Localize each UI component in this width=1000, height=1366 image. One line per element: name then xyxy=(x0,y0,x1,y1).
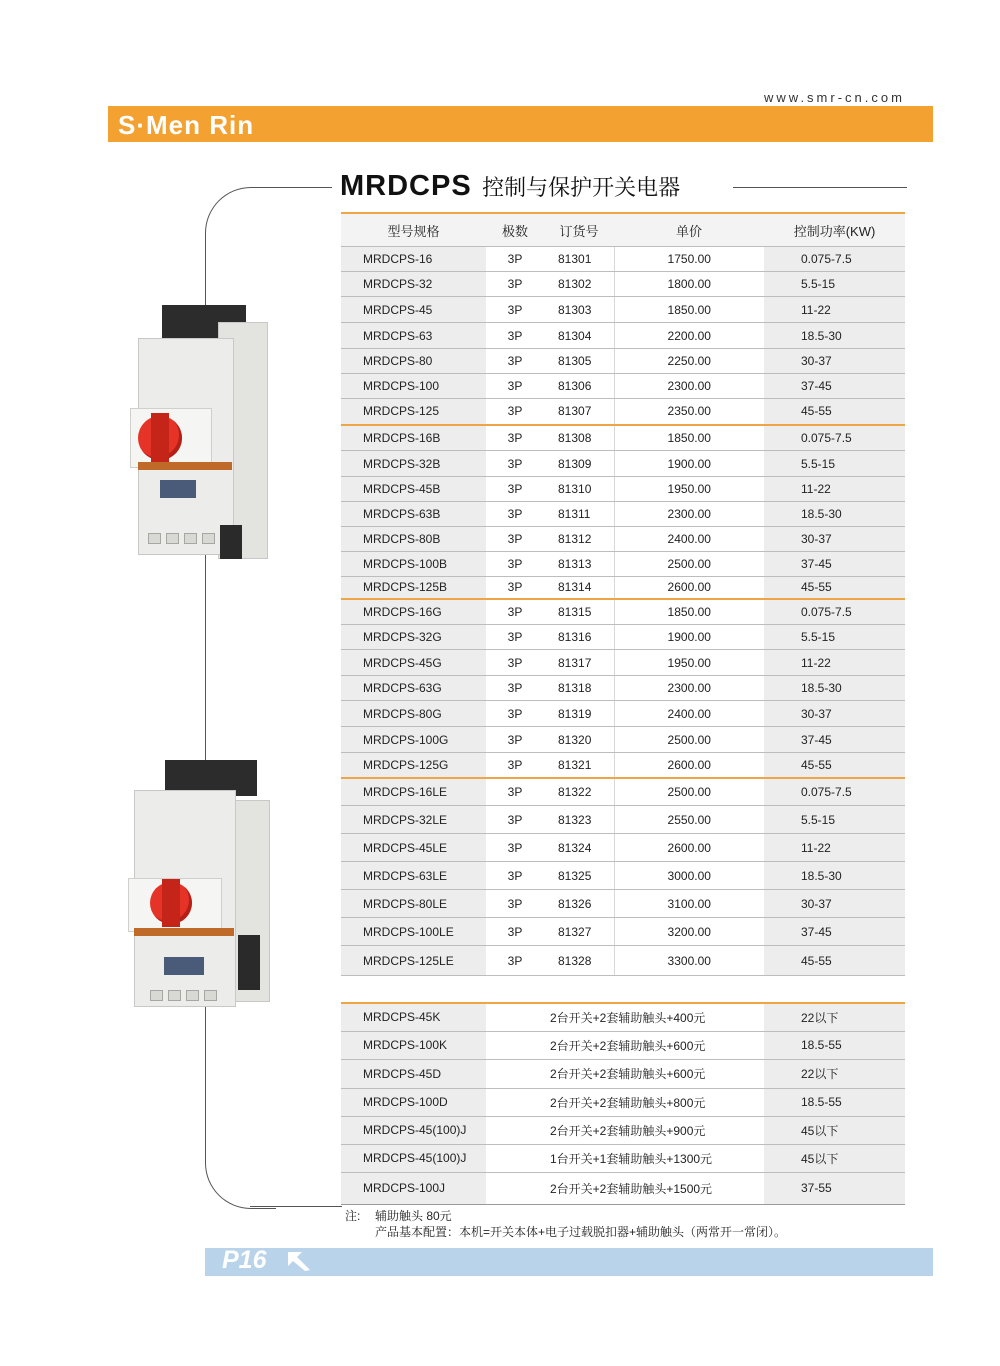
column-header: 控制功率(KW) xyxy=(764,213,905,247)
control-button xyxy=(148,533,161,544)
table-row xyxy=(341,247,905,272)
table-cell: MRDCPS-100K xyxy=(341,1031,486,1059)
column-header: 极数 xyxy=(486,213,544,247)
product-image-bottom xyxy=(120,760,280,1010)
table-cell: 2200.00 xyxy=(614,323,764,349)
table-cell: MRDCPS-63G xyxy=(341,676,486,701)
table-cell: 1750.00 xyxy=(614,247,764,272)
table-row xyxy=(341,946,905,976)
table-cell: 81312 xyxy=(544,527,614,552)
table-cell: 1900.00 xyxy=(614,625,764,650)
table-cell: MRDCPS-16 xyxy=(341,247,486,272)
table-row xyxy=(341,477,905,502)
page-number: P16 xyxy=(222,1246,267,1274)
page-title xyxy=(340,170,680,203)
table-cell: MRDCPS-80B xyxy=(341,527,486,552)
table-row xyxy=(341,349,905,374)
table-cell: 3300.00 xyxy=(614,946,764,976)
product-image-top xyxy=(120,300,280,565)
table-cell: 81327 xyxy=(544,918,614,946)
table-cell: 3P xyxy=(486,425,544,451)
table-cell: 2250.00 xyxy=(614,349,764,374)
table-row xyxy=(341,918,905,946)
digital-display xyxy=(160,480,196,498)
table-cell: MRDCPS-100G xyxy=(341,727,486,753)
table-cell: 3P xyxy=(486,834,544,862)
table-cell: MRDCPS-125G xyxy=(341,753,486,778)
control-button xyxy=(204,990,217,1001)
table-cell: 81301 xyxy=(544,247,614,272)
table-cell: MRDCPS-63LE xyxy=(341,862,486,890)
table-row xyxy=(341,650,905,676)
table-header-row xyxy=(341,213,905,247)
table-cell: 3P xyxy=(486,806,544,834)
table-cell: MRDCPS-100J xyxy=(341,1172,486,1204)
table-cell: 1900.00 xyxy=(614,451,764,477)
table-cell: 2台开关+2套辅助触头+400元 xyxy=(486,1003,764,1031)
footer-bar xyxy=(205,1248,933,1276)
table-cell: 45以下 xyxy=(764,1116,905,1144)
table-cell: 1850.00 xyxy=(614,297,764,323)
table-cell: 81328 xyxy=(544,946,614,976)
table-cell: 3P xyxy=(486,399,544,425)
table-cell: 2300.00 xyxy=(614,502,764,527)
table-row xyxy=(341,552,905,577)
table-cell: 81305 xyxy=(544,349,614,374)
table-cell: 1950.00 xyxy=(614,650,764,676)
table-cell: MRDCPS-32B xyxy=(341,451,486,477)
table-cell: 22以下 xyxy=(764,1003,905,1031)
table-cell: 3P xyxy=(486,297,544,323)
table-cell: 81314 xyxy=(544,577,614,599)
title-model: MRDCPS xyxy=(340,170,472,202)
table-cell: 81303 xyxy=(544,297,614,323)
table-cell: 18.5-30 xyxy=(764,862,905,890)
table-cell: 2300.00 xyxy=(614,374,764,399)
table-row xyxy=(341,753,905,778)
brand-name: S·Men Rin xyxy=(118,110,255,140)
table-row xyxy=(341,1116,905,1144)
control-button xyxy=(168,990,181,1001)
table-cell: 18.5-55 xyxy=(764,1031,905,1059)
table-cell: 2300.00 xyxy=(614,676,764,701)
table-row xyxy=(341,1031,905,1059)
table-cell: MRDCPS-63 xyxy=(341,323,486,349)
notes-label: 注: xyxy=(345,1209,361,1223)
table-cell: 45-55 xyxy=(764,946,905,976)
table-cell: 22以下 xyxy=(764,1059,905,1088)
table-cell: 2350.00 xyxy=(614,399,764,425)
table-cell: 3P xyxy=(486,946,544,976)
table-cell: 1850.00 xyxy=(614,425,764,451)
table-row xyxy=(341,625,905,650)
table-cell: 3P xyxy=(486,890,544,918)
table-cell: 81319 xyxy=(544,701,614,727)
table-cell: MRDCPS-45LE xyxy=(341,834,486,862)
table-cell: 5.5-15 xyxy=(764,806,905,834)
table-cell: 2台开关+2套辅助触头+800元 xyxy=(486,1088,764,1116)
table-row xyxy=(341,599,905,625)
table-cell: 2550.00 xyxy=(614,806,764,834)
table-cell: 1850.00 xyxy=(614,599,764,625)
table-cell: 81317 xyxy=(544,650,614,676)
table-row xyxy=(341,862,905,890)
table-cell: 11-22 xyxy=(764,650,905,676)
table-cell: 2600.00 xyxy=(614,753,764,778)
table-cell: 3P xyxy=(486,552,544,577)
table-cell: 3P xyxy=(486,477,544,502)
table-cell: 18.5-30 xyxy=(764,676,905,701)
table-cell: 1台开关+1套辅助触头+1300元 xyxy=(486,1144,764,1172)
table-cell: 3P xyxy=(486,650,544,676)
table-cell: 1800.00 xyxy=(614,272,764,297)
table-cell: 0.075-7.5 xyxy=(764,425,905,451)
table-cell: 81321 xyxy=(544,753,614,778)
table-cell: MRDCPS-45(100)J xyxy=(341,1116,486,1144)
table-row xyxy=(341,676,905,701)
table-cell: 45以下 xyxy=(764,1144,905,1172)
table-cell: 37-45 xyxy=(764,552,905,577)
table-cell: 45-55 xyxy=(764,753,905,778)
table-cell: 3P xyxy=(486,753,544,778)
table-cell: 3P xyxy=(486,247,544,272)
price-table xyxy=(341,212,905,1205)
table-cell: 0.075-7.5 xyxy=(764,599,905,625)
table-cell: 81308 xyxy=(544,425,614,451)
table-cell: 18.5-30 xyxy=(764,323,905,349)
table-cell: 3200.00 xyxy=(614,918,764,946)
column-header: 订货号 xyxy=(544,213,614,247)
table-cell: MRDCPS-63B xyxy=(341,502,486,527)
table-cell: 1950.00 xyxy=(614,477,764,502)
table-cell: 3P xyxy=(486,374,544,399)
column-header: 型号规格 xyxy=(341,213,486,247)
table-cell: 3P xyxy=(486,918,544,946)
table-cell: 5.5-15 xyxy=(764,272,905,297)
control-button xyxy=(150,990,163,1001)
frame-line-top xyxy=(250,187,332,188)
table-cell: 2500.00 xyxy=(614,552,764,577)
control-button xyxy=(166,533,179,544)
table-spacer-row xyxy=(341,976,905,1004)
table-row xyxy=(341,1059,905,1088)
table-cell: MRDCPS-45 xyxy=(341,297,486,323)
table-cell: MRDCPS-32G xyxy=(341,625,486,650)
table-cell: 81307 xyxy=(544,399,614,425)
table-cell: MRDCPS-32 xyxy=(341,272,486,297)
table-cell: 81325 xyxy=(544,862,614,890)
website-url: www.smr-cn.com xyxy=(764,90,905,105)
base-rail xyxy=(238,935,260,990)
table-cell: 37-45 xyxy=(764,374,905,399)
table-row xyxy=(341,577,905,599)
table-cell: 81309 xyxy=(544,451,614,477)
table-cell: MRDCPS-45K xyxy=(341,1003,486,1031)
table-cell: 18.5-30 xyxy=(764,502,905,527)
table-cell: 3P xyxy=(486,599,544,625)
table-cell: 3000.00 xyxy=(614,862,764,890)
table-cell: 81304 xyxy=(544,323,614,349)
table-row xyxy=(341,806,905,834)
digital-display xyxy=(164,957,204,975)
table-cell: MRDCPS-45D xyxy=(341,1059,486,1088)
table-cell: 2500.00 xyxy=(614,727,764,753)
table-cell: 5.5-15 xyxy=(764,451,905,477)
table-spacer-cell xyxy=(341,976,905,1004)
table-cell: MRDCPS-16LE xyxy=(341,778,486,806)
title-rule xyxy=(733,187,907,188)
table-row xyxy=(341,834,905,862)
table-row xyxy=(341,890,905,918)
table-cell: MRDCPS-80G xyxy=(341,701,486,727)
table-cell: 45-55 xyxy=(764,577,905,599)
table-cell: 2台开关+2套辅助触头+600元 xyxy=(486,1031,764,1059)
table-cell: 3P xyxy=(486,527,544,552)
table-cell: 3P xyxy=(486,625,544,650)
table-cell: 81315 xyxy=(544,599,614,625)
table-row xyxy=(341,272,905,297)
table-cell: 81310 xyxy=(544,477,614,502)
table-cell: 0.075-7.5 xyxy=(764,778,905,806)
table-cell: 2台开关+2套辅助触头+900元 xyxy=(486,1116,764,1144)
table-cell: 37-45 xyxy=(764,918,905,946)
table-cell: 3P xyxy=(486,778,544,806)
table-cell: 81324 xyxy=(544,834,614,862)
table-row xyxy=(341,297,905,323)
table-cell: 37-55 xyxy=(764,1172,905,1204)
table-cell: 30-37 xyxy=(764,890,905,918)
table-cell: 81302 xyxy=(544,272,614,297)
table-cell: 11-22 xyxy=(764,477,905,502)
table-cell: 81313 xyxy=(544,552,614,577)
table-cell: MRDCPS-32LE xyxy=(341,806,486,834)
table-cell: 30-37 xyxy=(764,349,905,374)
table-cell: 2600.00 xyxy=(614,577,764,599)
rotary-handle-bar xyxy=(151,413,169,463)
table-cell: MRDCPS-80LE xyxy=(341,890,486,918)
brand-label-strip xyxy=(138,462,232,470)
table-row xyxy=(341,1172,905,1204)
table-cell: 81320 xyxy=(544,727,614,753)
table-cell: 3P xyxy=(486,676,544,701)
title-description: 控制与保护开关电器 xyxy=(482,175,681,200)
table-cell: 2台开关+2套辅助触头+1500元 xyxy=(486,1172,764,1204)
table-row xyxy=(341,399,905,425)
table-cell: MRDCPS-16G xyxy=(341,599,486,625)
table-cell: 3P xyxy=(486,577,544,599)
table-cell: 81318 xyxy=(544,676,614,701)
control-button xyxy=(202,533,215,544)
notes xyxy=(345,1208,786,1240)
rotary-handle-bar xyxy=(162,879,180,927)
table-cell: 0.075-7.5 xyxy=(764,247,905,272)
table-cell: 3P xyxy=(486,323,544,349)
table-cell: MRDCPS-100B xyxy=(341,552,486,577)
base-rail xyxy=(220,525,242,559)
notes-line-2: 产品基本配置：本机=开关本体+电子过载脱扣器+辅助触头（两常开一常闭）。 xyxy=(375,1225,787,1239)
table-cell: 81322 xyxy=(544,778,614,806)
column-header: 单价 xyxy=(614,213,764,247)
table-cell: MRDCPS-100D xyxy=(341,1088,486,1116)
table-cell: 81306 xyxy=(544,374,614,399)
table-cell: 18.5-55 xyxy=(764,1088,905,1116)
table-cell: MRDCPS-45B xyxy=(341,477,486,502)
control-button xyxy=(184,533,197,544)
table-row xyxy=(341,1088,905,1116)
table-cell: MRDCPS-100LE xyxy=(341,918,486,946)
table-cell: MRDCPS-45(100)J xyxy=(341,1144,486,1172)
table-cell: 2500.00 xyxy=(614,778,764,806)
table-cell: 3P xyxy=(486,701,544,727)
table-cell: 11-22 xyxy=(764,297,905,323)
table-cell: 81326 xyxy=(544,890,614,918)
table-cell: 5.5-15 xyxy=(764,625,905,650)
table-cell: 3P xyxy=(486,862,544,890)
table-cell: 3100.00 xyxy=(614,890,764,918)
table-row xyxy=(341,701,905,727)
arrow-up-left-icon xyxy=(286,1250,312,1272)
table-cell: 81316 xyxy=(544,625,614,650)
table-cell: MRDCPS-125 xyxy=(341,399,486,425)
table-row xyxy=(341,1144,905,1172)
table-row xyxy=(341,1003,905,1031)
notes-line-1: 辅助触头 80元 xyxy=(375,1209,452,1223)
table-cell: 37-45 xyxy=(764,727,905,753)
table-cell: 2600.00 xyxy=(614,834,764,862)
table-row xyxy=(341,778,905,806)
table-cell: MRDCPS-45G xyxy=(341,650,486,676)
frame-line-bottom xyxy=(250,1206,342,1207)
table-cell: 3P xyxy=(486,349,544,374)
table-cell: MRDCPS-125LE xyxy=(341,946,486,976)
table-row xyxy=(341,527,905,552)
table-row xyxy=(341,425,905,451)
table-cell: 30-37 xyxy=(764,701,905,727)
table-row xyxy=(341,727,905,753)
table-cell: MRDCPS-80 xyxy=(341,349,486,374)
table-row xyxy=(341,451,905,477)
table-cell: 2400.00 xyxy=(614,701,764,727)
table-row xyxy=(341,323,905,349)
table-cell: 3P xyxy=(486,451,544,477)
control-button xyxy=(186,990,199,1001)
table-cell: 2400.00 xyxy=(614,527,764,552)
table-row xyxy=(341,374,905,399)
table-cell: MRDCPS-100 xyxy=(341,374,486,399)
table-cell: 81323 xyxy=(544,806,614,834)
table-cell: MRDCPS-16B xyxy=(341,425,486,451)
table-cell: 2台开关+2套辅助触头+600元 xyxy=(486,1059,764,1088)
table-cell: 30-37 xyxy=(764,527,905,552)
table-cell: 81311 xyxy=(544,502,614,527)
table-cell: MRDCPS-125B xyxy=(341,577,486,599)
table-cell: 3P xyxy=(486,272,544,297)
table-cell: 3P xyxy=(486,502,544,527)
table-cell: 3P xyxy=(486,727,544,753)
table-cell: 11-22 xyxy=(764,834,905,862)
brand-label-strip xyxy=(134,928,234,936)
table-row xyxy=(341,502,905,527)
table-cell: 45-55 xyxy=(764,399,905,425)
